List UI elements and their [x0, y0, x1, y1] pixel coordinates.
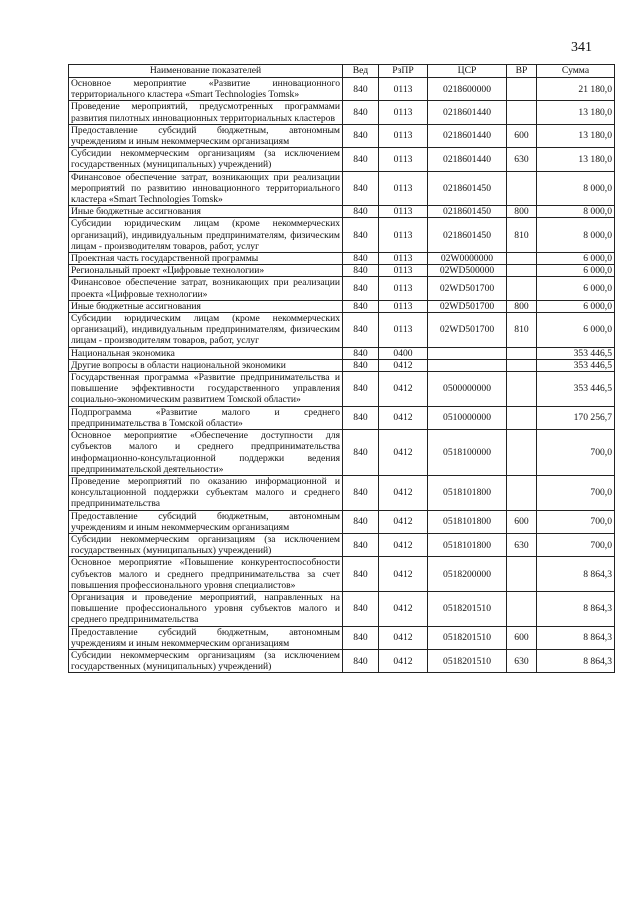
column-header-csr: ЦСР	[428, 65, 507, 78]
row-rzpr-cell: 0113	[379, 253, 428, 265]
table-row	[69, 510, 615, 533]
row-sum-cell: 21 180,0	[537, 78, 615, 101]
row-name-cell: Субсидии юридическим лицам (кроме некоммерческих организаций), индивидуальным предпринимателям, физическим лицам - производителям товаров, работ, услуг	[69, 218, 343, 253]
row-name-cell: Иные бюджетные ассигнования	[69, 206, 343, 218]
table-row	[69, 313, 615, 348]
row-csr-cell: 0518200000	[428, 557, 507, 592]
row-name-cell: Проведение мероприятий, предусмотренных программами развития пилотных инновационных территориальных кластеров	[69, 101, 343, 124]
row-vr-cell	[507, 101, 537, 124]
row-name-cell: Субсидии некоммерческим организациям (за исключением государственных (муниципальных) учреждений)	[69, 533, 343, 556]
row-csr-cell: 0218601440	[428, 148, 507, 171]
row-name-cell: Предоставление субсидий бюджетным, автономным учреждениям и иным некоммерческим организациям	[69, 510, 343, 533]
row-rzpr-cell: 0412	[379, 649, 428, 672]
row-sum-cell: 8 864,3	[537, 591, 615, 626]
row-name-cell: Субсидии юридическим лицам (кроме некоммерческих организаций), индивидуальным предпринимателям, физическим лицам - производителям товаров, работ, услуг	[69, 313, 343, 348]
row-rzpr-cell: 0113	[379, 218, 428, 253]
row-rzpr-cell: 0412	[379, 406, 428, 429]
row-vr-cell: 600	[507, 124, 537, 147]
row-csr-cell: 0218601440	[428, 101, 507, 124]
row-rzpr-cell: 0113	[379, 171, 428, 206]
table-row	[69, 533, 615, 556]
row-ved-cell: 840	[343, 277, 379, 300]
row-ved-cell: 840	[343, 626, 379, 649]
row-csr-cell: 0218601440	[428, 124, 507, 147]
row-ved-cell: 840	[343, 148, 379, 171]
row-name-cell: Другие вопросы в области национальной экономики	[69, 359, 343, 371]
row-vr-cell: 810	[507, 313, 537, 348]
table-row	[69, 171, 615, 206]
column-header-ved: Вед	[343, 65, 379, 78]
table-row	[69, 557, 615, 592]
row-name-cell: Субсидии некоммерческим организациям (за исключением государственных (муниципальных) учреждений)	[69, 148, 343, 171]
table-row	[69, 253, 615, 265]
row-name-cell: Основное мероприятие «Обеспечение доступности для субъектов малого и среднего предпринимательства информационно-консультационной поддержки ведения предпринимательской деятельности»	[69, 430, 343, 476]
row-vr-cell: 800	[507, 206, 537, 218]
row-ved-cell: 840	[343, 510, 379, 533]
row-vr-cell	[507, 475, 537, 510]
table-row	[69, 475, 615, 510]
row-name-cell: Основное мероприятие «Повышение конкурентоспособности субъектов малого и среднего предпринимательства за счет повышения профессионального уровня специалистов»	[69, 557, 343, 592]
row-csr-cell: 0518101800	[428, 475, 507, 510]
table-header-row	[69, 65, 615, 78]
row-vr-cell	[507, 347, 537, 359]
row-ved-cell: 840	[343, 475, 379, 510]
row-rzpr-cell: 0113	[379, 124, 428, 147]
row-csr-cell: 0518101800	[428, 510, 507, 533]
row-sum-cell: 8 000,0	[537, 218, 615, 253]
row-csr-cell: 0500000000	[428, 372, 507, 407]
row-name-cell: Финансовое обеспечение затрат, возникающих при реализации проекта «Цифровые технологии»	[69, 277, 343, 300]
row-ved-cell: 840	[343, 206, 379, 218]
table-row	[69, 626, 615, 649]
row-ved-cell: 840	[343, 649, 379, 672]
table-row	[69, 649, 615, 672]
row-rzpr-cell: 0113	[379, 265, 428, 277]
column-header-rzpr: РзПР	[379, 65, 428, 78]
row-csr-cell: 02WD500000	[428, 265, 507, 277]
row-ved-cell: 840	[343, 218, 379, 253]
row-rzpr-cell: 0113	[379, 313, 428, 348]
row-ved-cell: 840	[343, 557, 379, 592]
row-ved-cell: 840	[343, 313, 379, 348]
row-csr-cell: 02WD501700	[428, 313, 507, 348]
table-row	[69, 347, 615, 359]
row-rzpr-cell: 0400	[379, 347, 428, 359]
row-rzpr-cell: 0412	[379, 533, 428, 556]
row-name-cell: Субсидии некоммерческим организациям (за исключением государственных (муниципальных) учреждений)	[69, 649, 343, 672]
row-name-cell: Проектная часть государственной программы	[69, 253, 343, 265]
row-vr-cell	[507, 430, 537, 476]
column-header-name: Наименование показателей	[69, 65, 343, 78]
row-ved-cell: 840	[343, 406, 379, 429]
row-name-cell: Государственная программа «Развитие предпринимательства и повышение эффективности государственного управления социально-экономическим развитием Томской области»	[69, 372, 343, 407]
row-vr-cell: 630	[507, 649, 537, 672]
row-sum-cell: 8 864,3	[537, 626, 615, 649]
row-csr-cell: 02WD501700	[428, 300, 507, 312]
row-rzpr-cell: 0412	[379, 591, 428, 626]
row-vr-cell: 630	[507, 148, 537, 171]
row-rzpr-cell: 0113	[379, 300, 428, 312]
row-ved-cell: 840	[343, 430, 379, 476]
row-rzpr-cell: 0113	[379, 101, 428, 124]
row-sum-cell: 13 180,0	[537, 101, 615, 124]
row-rzpr-cell: 0113	[379, 277, 428, 300]
row-rzpr-cell: 0412	[379, 510, 428, 533]
row-csr-cell	[428, 359, 507, 371]
row-rzpr-cell: 0113	[379, 78, 428, 101]
row-sum-cell: 700,0	[537, 510, 615, 533]
table-row	[69, 406, 615, 429]
row-vr-cell	[507, 359, 537, 371]
column-header-vr: ВР	[507, 65, 537, 78]
row-sum-cell: 13 180,0	[537, 148, 615, 171]
row-csr-cell: 02WD501700	[428, 277, 507, 300]
row-ved-cell: 840	[343, 171, 379, 206]
table-row	[69, 124, 615, 147]
table-row	[69, 101, 615, 124]
row-sum-cell: 8 000,0	[537, 171, 615, 206]
row-csr-cell: 0218601450	[428, 218, 507, 253]
row-sum-cell: 6 000,0	[537, 313, 615, 348]
row-sum-cell: 353 446,5	[537, 372, 615, 407]
row-rzpr-cell: 0113	[379, 148, 428, 171]
row-rzpr-cell: 0412	[379, 359, 428, 371]
row-sum-cell: 8 864,3	[537, 557, 615, 592]
table-row	[69, 359, 615, 371]
row-vr-cell	[507, 277, 537, 300]
row-csr-cell: 0510000000	[428, 406, 507, 429]
budget-table	[68, 64, 615, 673]
row-ved-cell: 840	[343, 78, 379, 101]
row-csr-cell: 0218601450	[428, 171, 507, 206]
row-csr-cell: 0218600000	[428, 78, 507, 101]
row-sum-cell: 353 446,5	[537, 347, 615, 359]
row-rzpr-cell: 0412	[379, 557, 428, 592]
table-row	[69, 78, 615, 101]
table-row	[69, 300, 615, 312]
table-row	[69, 148, 615, 171]
row-sum-cell: 700,0	[537, 533, 615, 556]
table-row	[69, 218, 615, 253]
row-csr-cell: 0518201510	[428, 626, 507, 649]
table-row	[69, 277, 615, 300]
row-vr-cell: 600	[507, 510, 537, 533]
row-rzpr-cell: 0412	[379, 430, 428, 476]
row-sum-cell: 353 446,5	[537, 359, 615, 371]
row-vr-cell	[507, 406, 537, 429]
row-vr-cell	[507, 171, 537, 206]
row-sum-cell: 170 256,7	[537, 406, 615, 429]
row-sum-cell: 700,0	[537, 475, 615, 510]
row-ved-cell: 840	[343, 533, 379, 556]
row-ved-cell: 840	[343, 101, 379, 124]
row-ved-cell: 840	[343, 124, 379, 147]
row-sum-cell: 6 000,0	[537, 300, 615, 312]
column-header-sum: Сумма	[537, 65, 615, 78]
table-row	[69, 265, 615, 277]
row-sum-cell: 8 000,0	[537, 206, 615, 218]
row-vr-cell: 600	[507, 626, 537, 649]
row-sum-cell: 6 000,0	[537, 277, 615, 300]
row-vr-cell: 810	[507, 218, 537, 253]
table-row	[69, 430, 615, 476]
table-row	[69, 372, 615, 407]
row-rzpr-cell: 0412	[379, 372, 428, 407]
row-ved-cell: 840	[343, 265, 379, 277]
row-vr-cell: 800	[507, 300, 537, 312]
row-name-cell: Предоставление субсидий бюджетным, автономным учреждениям и иным некоммерческим организациям	[69, 626, 343, 649]
row-name-cell: Проведение мероприятий по оказанию информационной и консультационной поддержки субъектам малого и среднего предпринимательства	[69, 475, 343, 510]
row-name-cell: Предоставление субсидий бюджетным, автономным учреждениям и иным некоммерческим организациям	[69, 124, 343, 147]
row-ved-cell: 840	[343, 591, 379, 626]
row-csr-cell	[428, 347, 507, 359]
row-csr-cell: 0218601450	[428, 206, 507, 218]
row-name-cell: Иные бюджетные ассигнования	[69, 300, 343, 312]
row-csr-cell: 0518201510	[428, 649, 507, 672]
table-row	[69, 206, 615, 218]
row-csr-cell: 0518100000	[428, 430, 507, 476]
row-sum-cell: 8 864,3	[537, 649, 615, 672]
row-sum-cell: 6 000,0	[537, 265, 615, 277]
row-ved-cell: 840	[343, 359, 379, 371]
row-csr-cell: 0518201510	[428, 591, 507, 626]
row-csr-cell: 02W0000000	[428, 253, 507, 265]
row-name-cell: Основное мероприятие «Развитие инновационного территориального кластера «Smart Technologies Tomsk»	[69, 78, 343, 101]
row-vr-cell	[507, 78, 537, 101]
table-row	[69, 591, 615, 626]
row-rzpr-cell: 0412	[379, 626, 428, 649]
row-ved-cell: 840	[343, 347, 379, 359]
row-sum-cell: 13 180,0	[537, 124, 615, 147]
row-ved-cell: 840	[343, 300, 379, 312]
row-csr-cell: 0518101800	[428, 533, 507, 556]
row-name-cell: Организация и проведение мероприятий, направленных на повышение профессионального уровня субъектов малого и среднего предпринимательства	[69, 591, 343, 626]
row-vr-cell	[507, 591, 537, 626]
row-ved-cell: 840	[343, 372, 379, 407]
page-number: 341	[571, 40, 592, 55]
row-vr-cell	[507, 557, 537, 592]
row-vr-cell	[507, 253, 537, 265]
row-name-cell: Национальная экономика	[69, 347, 343, 359]
row-ved-cell: 840	[343, 253, 379, 265]
row-rzpr-cell: 0113	[379, 206, 428, 218]
row-name-cell: Подпрограмма «Развитие малого и среднего предпринимательства в Томской области»	[69, 406, 343, 429]
row-sum-cell: 6 000,0	[537, 253, 615, 265]
row-rzpr-cell: 0412	[379, 475, 428, 510]
row-vr-cell: 630	[507, 533, 537, 556]
row-name-cell: Финансовое обеспечение затрат, возникающих при реализации мероприятий по развитию инновационного территориального кластера «Smart Technologies Tomsk»	[69, 171, 343, 206]
row-sum-cell: 700,0	[537, 430, 615, 476]
row-name-cell: Региональный проект «Цифровые технологии»	[69, 265, 343, 277]
row-vr-cell	[507, 265, 537, 277]
row-vr-cell	[507, 372, 537, 407]
